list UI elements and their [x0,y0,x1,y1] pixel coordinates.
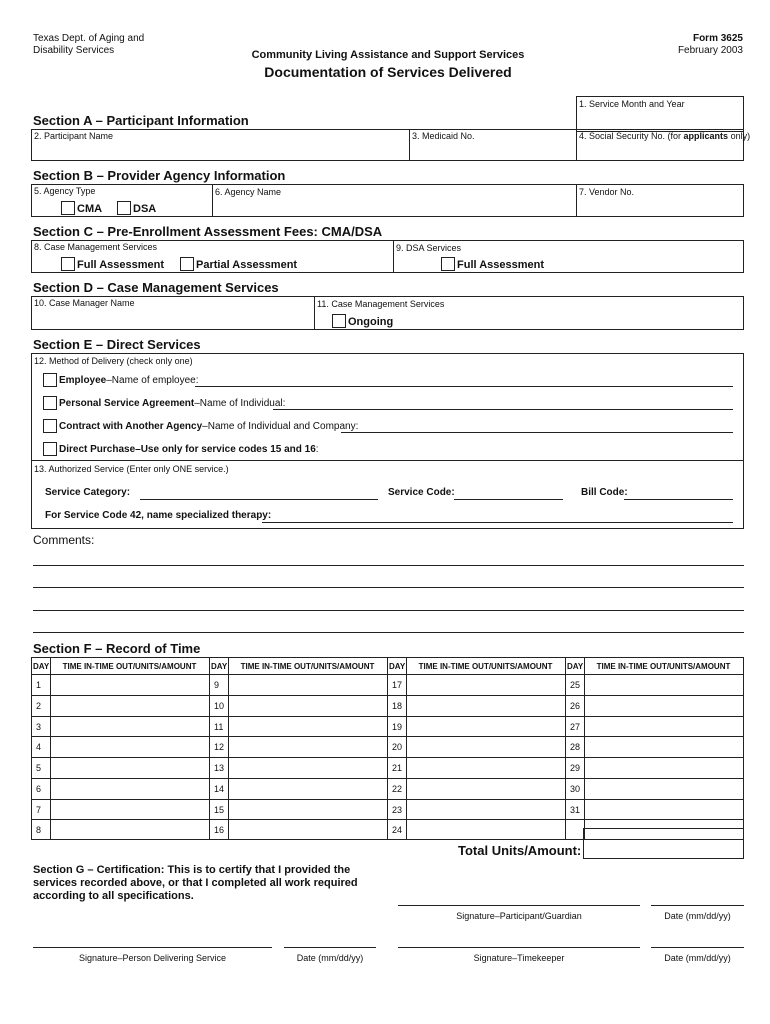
direct-purchase-label [59,444,319,455]
day-number: 8 [36,825,42,835]
day-number: 3 [36,722,42,732]
time-entry-cell[interactable] [585,737,742,756]
time-entry-cell[interactable] [51,800,208,819]
comments-line[interactable] [33,597,744,611]
day-number: 5 [36,763,42,773]
time-entry-cell[interactable] [229,779,386,798]
time-header: TIME IN-TIME OUT/UNITS/AMOUNT [418,662,553,671]
date-label-3: Date (mm/dd/yy) [664,953,731,963]
cm-services-d-label: 11. Case Management Services [317,299,445,309]
certification-line-2: services recorded above, or that I completed all work required [33,877,358,889]
section-e-title: Section E – Direct Services [33,337,201,352]
section-c-title: Section C – Pre-Enrollment Assessment Fees: CMA/DSA [33,224,383,239]
date-label-1: Date (mm/dd/yy) [664,911,731,921]
date-line-3[interactable] [651,934,744,948]
timekeeper-signature-label: Signature–Timekeeper [473,953,565,963]
divider [393,240,394,273]
ssn-label-post: only) [728,131,751,141]
day-header: DAY [567,662,584,671]
day-number: 24 [392,825,403,835]
section-b-title: Section B – Provider Agency Information [33,168,286,183]
time-entry-cell[interactable] [407,675,564,694]
time-entry-cell[interactable] [51,737,208,756]
service-category-line[interactable] [140,486,378,500]
section-a-title: Section A – Participant Information [33,113,249,128]
time-entry-cell[interactable] [51,820,208,839]
psa-label-rest: –Name of Individual: [194,398,286,409]
ongoing-checkbox[interactable] [332,314,346,328]
service-month-label: 1. Service Month and Year [579,99,685,109]
dsa-full-assessment-checkbox[interactable] [441,257,455,271]
day-number: 15 [214,805,225,815]
day-number: 7 [36,805,42,815]
time-entry-cell[interactable] [51,758,208,777]
time-entry-cell[interactable] [51,675,208,694]
day-number: 31 [570,805,581,815]
service-code-line[interactable] [454,486,563,500]
employee-checkbox[interactable] [43,373,57,387]
time-entry-cell[interactable] [229,717,386,736]
day-number: 10 [214,701,225,711]
day-number: 12 [214,742,225,752]
time-header: TIME IN-TIME OUT/UNITS/AMOUNT [62,662,197,671]
time-header: TIME IN-TIME OUT/UNITS/AMOUNT [596,662,731,671]
form-date: February 2003 [677,45,743,56]
ssn-field[interactable] [577,142,743,160]
bill-code-line[interactable] [624,486,733,500]
time-entry-cell[interactable] [407,820,564,839]
time-entry-cell[interactable] [585,696,742,715]
cma-checkbox[interactable] [61,201,75,215]
method-label: 12. Method of Delivery (check only one) [34,356,193,366]
employee-label-rest: –Name of employee: [106,375,199,386]
contract-name-line[interactable] [341,419,733,433]
day-number: 21 [392,763,403,773]
time-entry-cell[interactable] [229,820,386,839]
code42-label: For Service Code 42, name specialized therapy: [45,510,272,521]
service-category-label: Service Category: [45,487,131,498]
case-manager-field[interactable] [32,309,313,329]
form-number: Form 3625 [692,33,743,44]
form-id [678,33,743,57]
agency-type-label: 5. Agency Type [34,186,96,196]
dsa-full-assessment-label: Full Assessment [457,259,545,271]
cm-services-label: 8. Case Management Services [34,242,158,252]
ssn-label [579,131,750,142]
program-name: Community Living Assistance and Support Services [251,49,525,61]
day-number: 30 [570,784,581,794]
time-entry-cell[interactable] [229,737,386,756]
time-entry-cell[interactable] [229,758,386,777]
section-d-title: Section D – Case Management Services [33,280,279,295]
table-divider [209,657,210,840]
day-number: 13 [214,763,225,773]
day-header: DAY [389,662,406,671]
time-entry-cell[interactable] [51,717,208,736]
day-number: 29 [570,763,581,773]
day-number: 1 [36,680,42,690]
direct-purchase-label-colon: : [315,444,319,455]
time-entry-cell[interactable] [585,779,742,798]
case-manager-label: 10. Case Manager Name [34,298,135,308]
direct-purchase-checkbox[interactable] [43,442,57,456]
time-entry-cell[interactable] [407,800,564,819]
divider [314,296,315,330]
dsa-checkbox[interactable] [117,201,131,215]
time-entry-cell[interactable] [407,737,564,756]
certification-text [33,864,358,903]
cma-label: CMA [77,203,103,215]
day-number: 14 [214,784,225,794]
psa-name-line[interactable] [273,396,733,410]
day-number: 25 [570,680,581,690]
ssn-label-pre: 4. Social Security No. (for [579,131,684,141]
day-number: 19 [392,722,403,732]
ssn-label-bold: applicants [683,131,729,141]
day-number: 26 [570,701,581,711]
divider [31,460,744,461]
agency-name-label: 6. Agency Name [215,187,282,197]
day-number: 22 [392,784,403,794]
agency-line-2: Disability Services [33,45,115,56]
section-f-title: Section F – Record of Time [33,641,201,656]
employee-name-line[interactable] [195,373,733,387]
participant-name-field[interactable] [32,142,408,160]
agency-name-field[interactable] [213,198,575,216]
time-entry-cell[interactable] [407,696,564,715]
time-entry-cell[interactable] [229,696,386,715]
employee-label-bold: Employee [59,375,107,386]
total-field[interactable] [583,828,744,859]
bill-code-label: Bill Code: [581,487,628,498]
time-entry-cell[interactable] [51,779,208,798]
dsa-services-label: 9. DSA Services [396,243,462,253]
contract-label [59,421,358,432]
psa-label [59,398,285,409]
time-entry-cell[interactable] [585,717,742,736]
service-month-field[interactable] [576,96,744,132]
psa-checkbox[interactable] [43,396,57,410]
date-label-2: Date (mm/dd/yy) [296,953,364,963]
time-entry-cell[interactable] [229,800,386,819]
day-number: 20 [392,742,403,752]
certification-line-1: Section G – Certification: This is to certify that I provided the [33,864,351,876]
table-divider [565,657,566,840]
contract-checkbox[interactable] [43,419,57,433]
timekeeper-signature-line[interactable] [398,934,640,948]
day-header: DAY [33,662,50,671]
time-record-table [31,657,744,840]
vendor-field[interactable] [577,198,743,216]
time-entry-cell[interactable] [407,779,564,798]
comments-line[interactable] [33,552,744,566]
person-signature-label: Signature–Person Delivering Service [78,953,227,963]
time-header: TIME IN-TIME OUT/UNITS/AMOUNT [240,662,375,671]
partial-assessment-checkbox[interactable] [180,257,194,271]
full-assessment-label: Full Assessment [77,259,165,271]
day-number: 11 [214,722,224,732]
ongoing-label: Ongoing [348,316,394,328]
day-number: 4 [36,742,42,752]
code42-line[interactable] [262,509,733,523]
psa-label-bold: Personal Service Agreement [59,398,195,409]
date-line-1[interactable] [651,892,744,906]
agency-name [33,33,144,57]
person-signature-line[interactable] [33,934,272,948]
table-divider [387,657,388,840]
day-number: 23 [392,805,403,815]
time-entry-cell[interactable] [407,717,564,736]
partial-assessment-label: Partial Assessment [196,259,298,271]
day-number: 28 [570,742,581,752]
day-number: 16 [214,825,225,835]
service-code-label: Service Code: [388,487,455,498]
day-number: 17 [392,680,403,690]
comments-line[interactable] [33,574,744,588]
day-number: 6 [36,784,42,794]
direct-purchase-label-bold: Direct Purchase–Use only for service codes 15 and 16 [59,444,316,455]
participant-name-label: 2. Participant Name [34,131,114,141]
day-number: 9 [214,680,220,690]
contract-label-rest: –Name of Individual and Company: [202,421,359,432]
time-entry-cell[interactable] [585,758,742,777]
participant-signature-line[interactable] [398,892,640,906]
medicaid-field[interactable] [410,142,575,160]
total-label: Total Units/Amount: [458,843,582,858]
medicaid-label: 3. Medicaid No. [412,131,475,141]
day-number: 27 [570,722,581,732]
date-line-2[interactable] [284,934,376,948]
agency-line-1: Texas Dept. of Aging and [33,33,145,44]
day-number: 18 [392,701,403,711]
time-entry-cell[interactable] [229,675,386,694]
dsa-label: DSA [133,203,157,215]
comments-label: Comments: [33,533,95,547]
time-entry-cell[interactable] [585,675,742,694]
certification-line-3: according to all specifications. [33,890,194,902]
time-entry-cell[interactable] [407,758,564,777]
employee-label [59,375,199,386]
participant-signature-label: Signature–Participant/Guardian [456,911,582,921]
contract-label-bold: Contract with Another Agency [59,421,203,432]
time-entry-cell[interactable] [51,696,208,715]
day-header: DAY [211,662,228,671]
full-assessment-checkbox[interactable] [61,257,75,271]
day-number: 2 [36,701,42,711]
comments-line[interactable] [33,619,744,633]
vendor-label: 7. Vendor No. [579,187,635,197]
time-entry-cell[interactable] [585,800,742,819]
authorized-label: 13. Authorized Service (Enter only ONE service.) [34,464,229,474]
page-title: Documentation of Services Delivered [264,64,512,80]
